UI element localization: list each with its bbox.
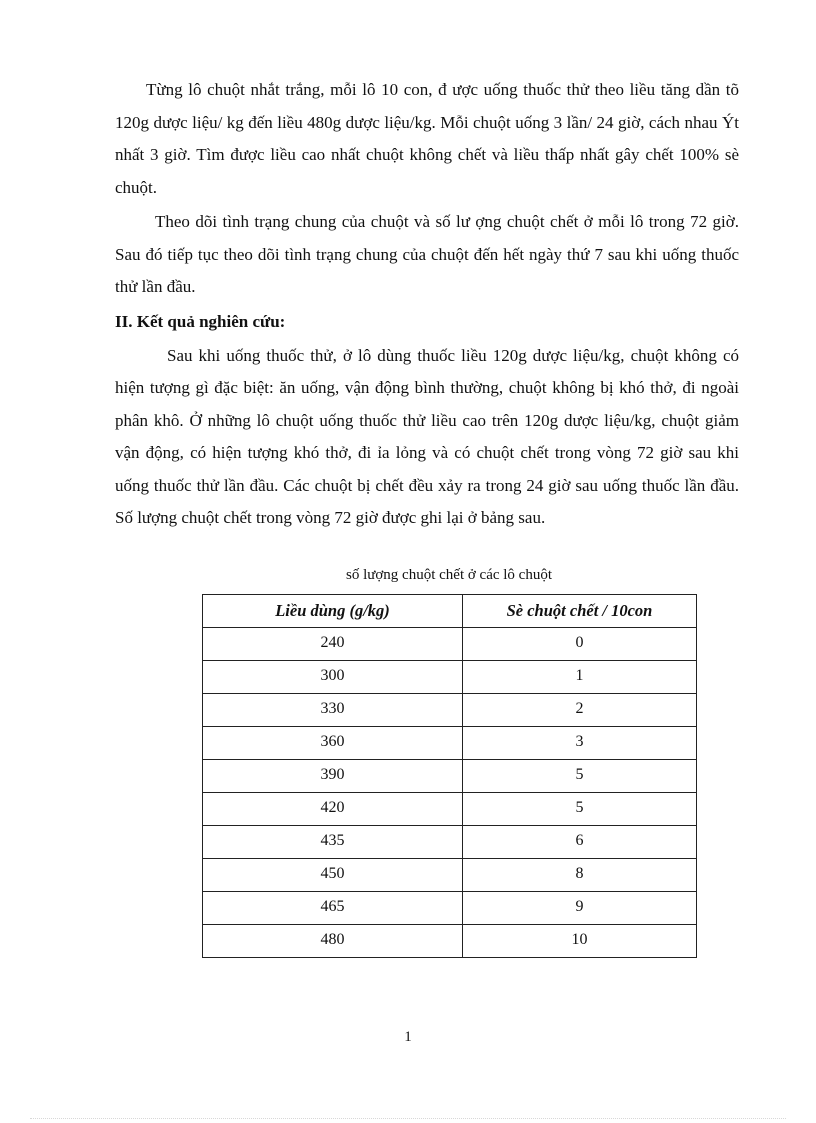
cell-dose: 330 bbox=[203, 694, 463, 727]
cell-dose: 420 bbox=[203, 793, 463, 826]
mortality-table bbox=[202, 594, 697, 958]
paragraph-method-observation: Theo dõi tình trạng chung của chuột và số lư ợng chuột chết ở mỗi lô trong 72 giờ. Sau đó tiếp tục theo dõi tình trạng chung của chuột đến hết ngày thứ 7 sau khi uống thuốc thử lần đầu. bbox=[115, 212, 739, 296]
table-row bbox=[203, 826, 697, 859]
cell-dose: 480 bbox=[203, 925, 463, 958]
cell-deaths: 5 bbox=[463, 793, 697, 826]
paragraph-method-dosing: Từng lô chuột nhắt trắng, mỗi lô 10 con, đ ược uống thuốc thử theo liều tăng dần tõ 120g dược liệu/ kg đến liều 480g dược liệu/kg. Mỗi chuột uống 3 lần/ 24 giờ, cách nhau Ýt nhất 3 giờ. Tìm được liều cao nhất chuột không chết và liều thấp nhất gây chết 100% sè chuột. bbox=[115, 80, 739, 197]
section-heading-results: II. Kết quả nghiên cứu: bbox=[115, 311, 286, 331]
cell-dose: 300 bbox=[203, 661, 463, 694]
table-row bbox=[203, 727, 697, 760]
body-text bbox=[115, 74, 739, 535]
cell-dose: 435 bbox=[203, 826, 463, 859]
table-row bbox=[203, 793, 697, 826]
cell-deaths: 0 bbox=[463, 628, 697, 661]
cell-dose: 360 bbox=[203, 727, 463, 760]
cell-deaths: 2 bbox=[463, 694, 697, 727]
table-row bbox=[203, 859, 697, 892]
cell-dose: 390 bbox=[203, 760, 463, 793]
cell-deaths: 1 bbox=[463, 661, 697, 694]
table-header-row bbox=[203, 595, 697, 628]
page-number: 1 bbox=[404, 1029, 412, 1045]
table-caption: số lượng chuột chết ở các lô chuột bbox=[345, 567, 553, 583]
table-row bbox=[203, 925, 697, 958]
table-row bbox=[203, 694, 697, 727]
header-dose: Liều dùng (g/kg) bbox=[203, 595, 463, 628]
cell-deaths: 5 bbox=[463, 760, 697, 793]
cell-dose: 240 bbox=[203, 628, 463, 661]
cell-deaths: 6 bbox=[463, 826, 697, 859]
table-row bbox=[203, 628, 697, 661]
paragraph-results: Sau khi uống thuốc thử, ở lô dùng thuốc liều 120g dược liệu/kg, chuột không có hiện tượng gì đặc biệt: ăn uống, vận động bình thường, chuột không bị khó thở, đi ngoài phân khô. Ở những lô chuột uống thuốc thử liều cao trên 120g dược liệu/kg, chuột giảm vận động, có hiện tượng khó thở, đi ỉa lỏng và có chuột chết trong vòng 72 giờ sau khi uống thuốc thử lần đầu. Các chuột bị chết đều xảy ra trong 24 giờ sau uống thuốc lần đầu. Số lượng chuột chết trong vòng 72 giờ được ghi lại ở bảng sau. bbox=[115, 345, 739, 527]
cell-deaths: 10 bbox=[463, 925, 697, 958]
cell-deaths: 9 bbox=[463, 892, 697, 925]
table-row bbox=[203, 661, 697, 694]
cell-deaths: 8 bbox=[463, 859, 697, 892]
cell-deaths: 3 bbox=[463, 727, 697, 760]
footer-divider bbox=[30, 1118, 786, 1119]
table-row bbox=[203, 760, 697, 793]
table-row bbox=[203, 892, 697, 925]
header-deaths: Sè chuột chết / 10con bbox=[463, 595, 697, 628]
cell-dose: 465 bbox=[203, 892, 463, 925]
cell-dose: 450 bbox=[203, 859, 463, 892]
